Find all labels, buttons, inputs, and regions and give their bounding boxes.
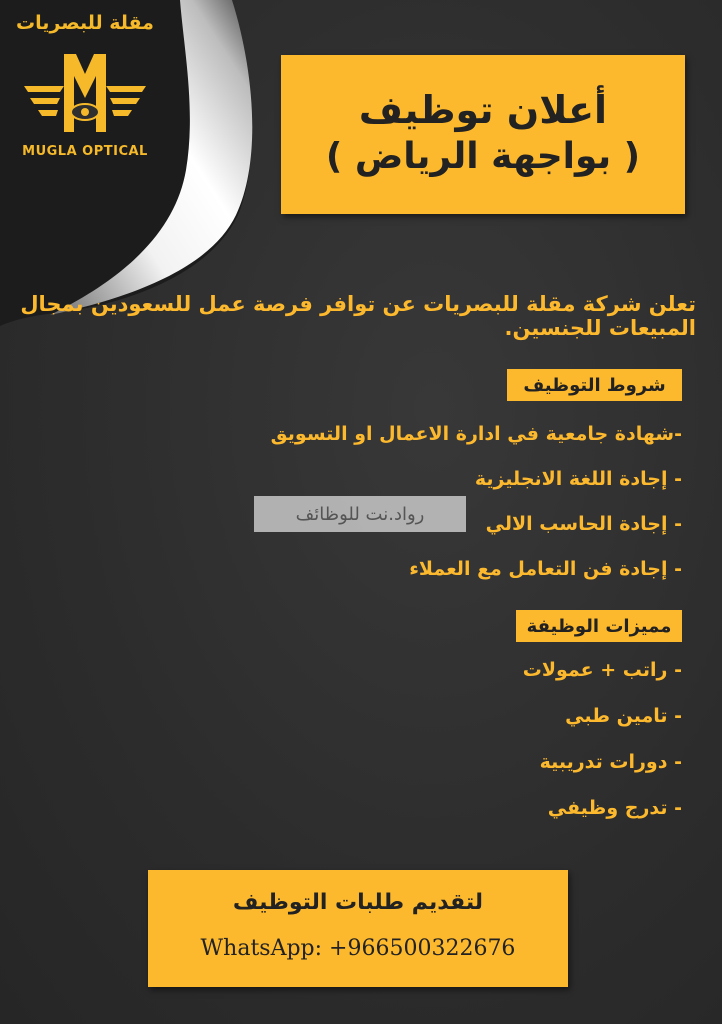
list-item: - تدرج وظيفي (547, 797, 682, 819)
brand-logo (10, 12, 160, 162)
title-banner (281, 55, 685, 214)
list-item: - تامين طبي (565, 705, 682, 727)
logo-arabic-name: مقلة للبصريات (16, 12, 154, 34)
list-item: - إجادة الحاسب الالي (485, 513, 682, 535)
list-item: - دورات تدريبية (539, 751, 682, 773)
page-subtitle: ( بواجهة الرياض ) (325, 135, 641, 177)
page-title: أعلان توظيف (358, 88, 608, 133)
benefits-heading: مميزات الوظيفة (516, 610, 682, 642)
watermark-overlay: رواد.نت للوظائف (254, 496, 466, 532)
intro-text: تعلن شركة مقلة للبصريات عن توافر فرصة عمل للسعودين بمجال المبيعات للجنسين. (20, 292, 696, 340)
contact-title: لتقديم طلبات التوظيف (232, 890, 484, 915)
list-item: - إجادة فن التعامل مع العملاء (409, 558, 682, 580)
eye-wings-emblem-icon (20, 42, 150, 142)
list-item: - إجادة اللغة الانجليزية (474, 468, 682, 490)
contact-box (148, 870, 568, 987)
benefits-list (523, 647, 682, 831)
requirements-heading: شروط التوظيف (507, 369, 682, 401)
list-item: -شهادة جامعية في ادارة الاعمال او التسويق (270, 423, 682, 445)
list-item: - راتب + عمولات (522, 659, 682, 681)
logo-english-name: MUGLA OPTICAL (22, 144, 148, 159)
whatsapp-number[interactable]: WhatsApp: +966500322676 (200, 936, 516, 961)
